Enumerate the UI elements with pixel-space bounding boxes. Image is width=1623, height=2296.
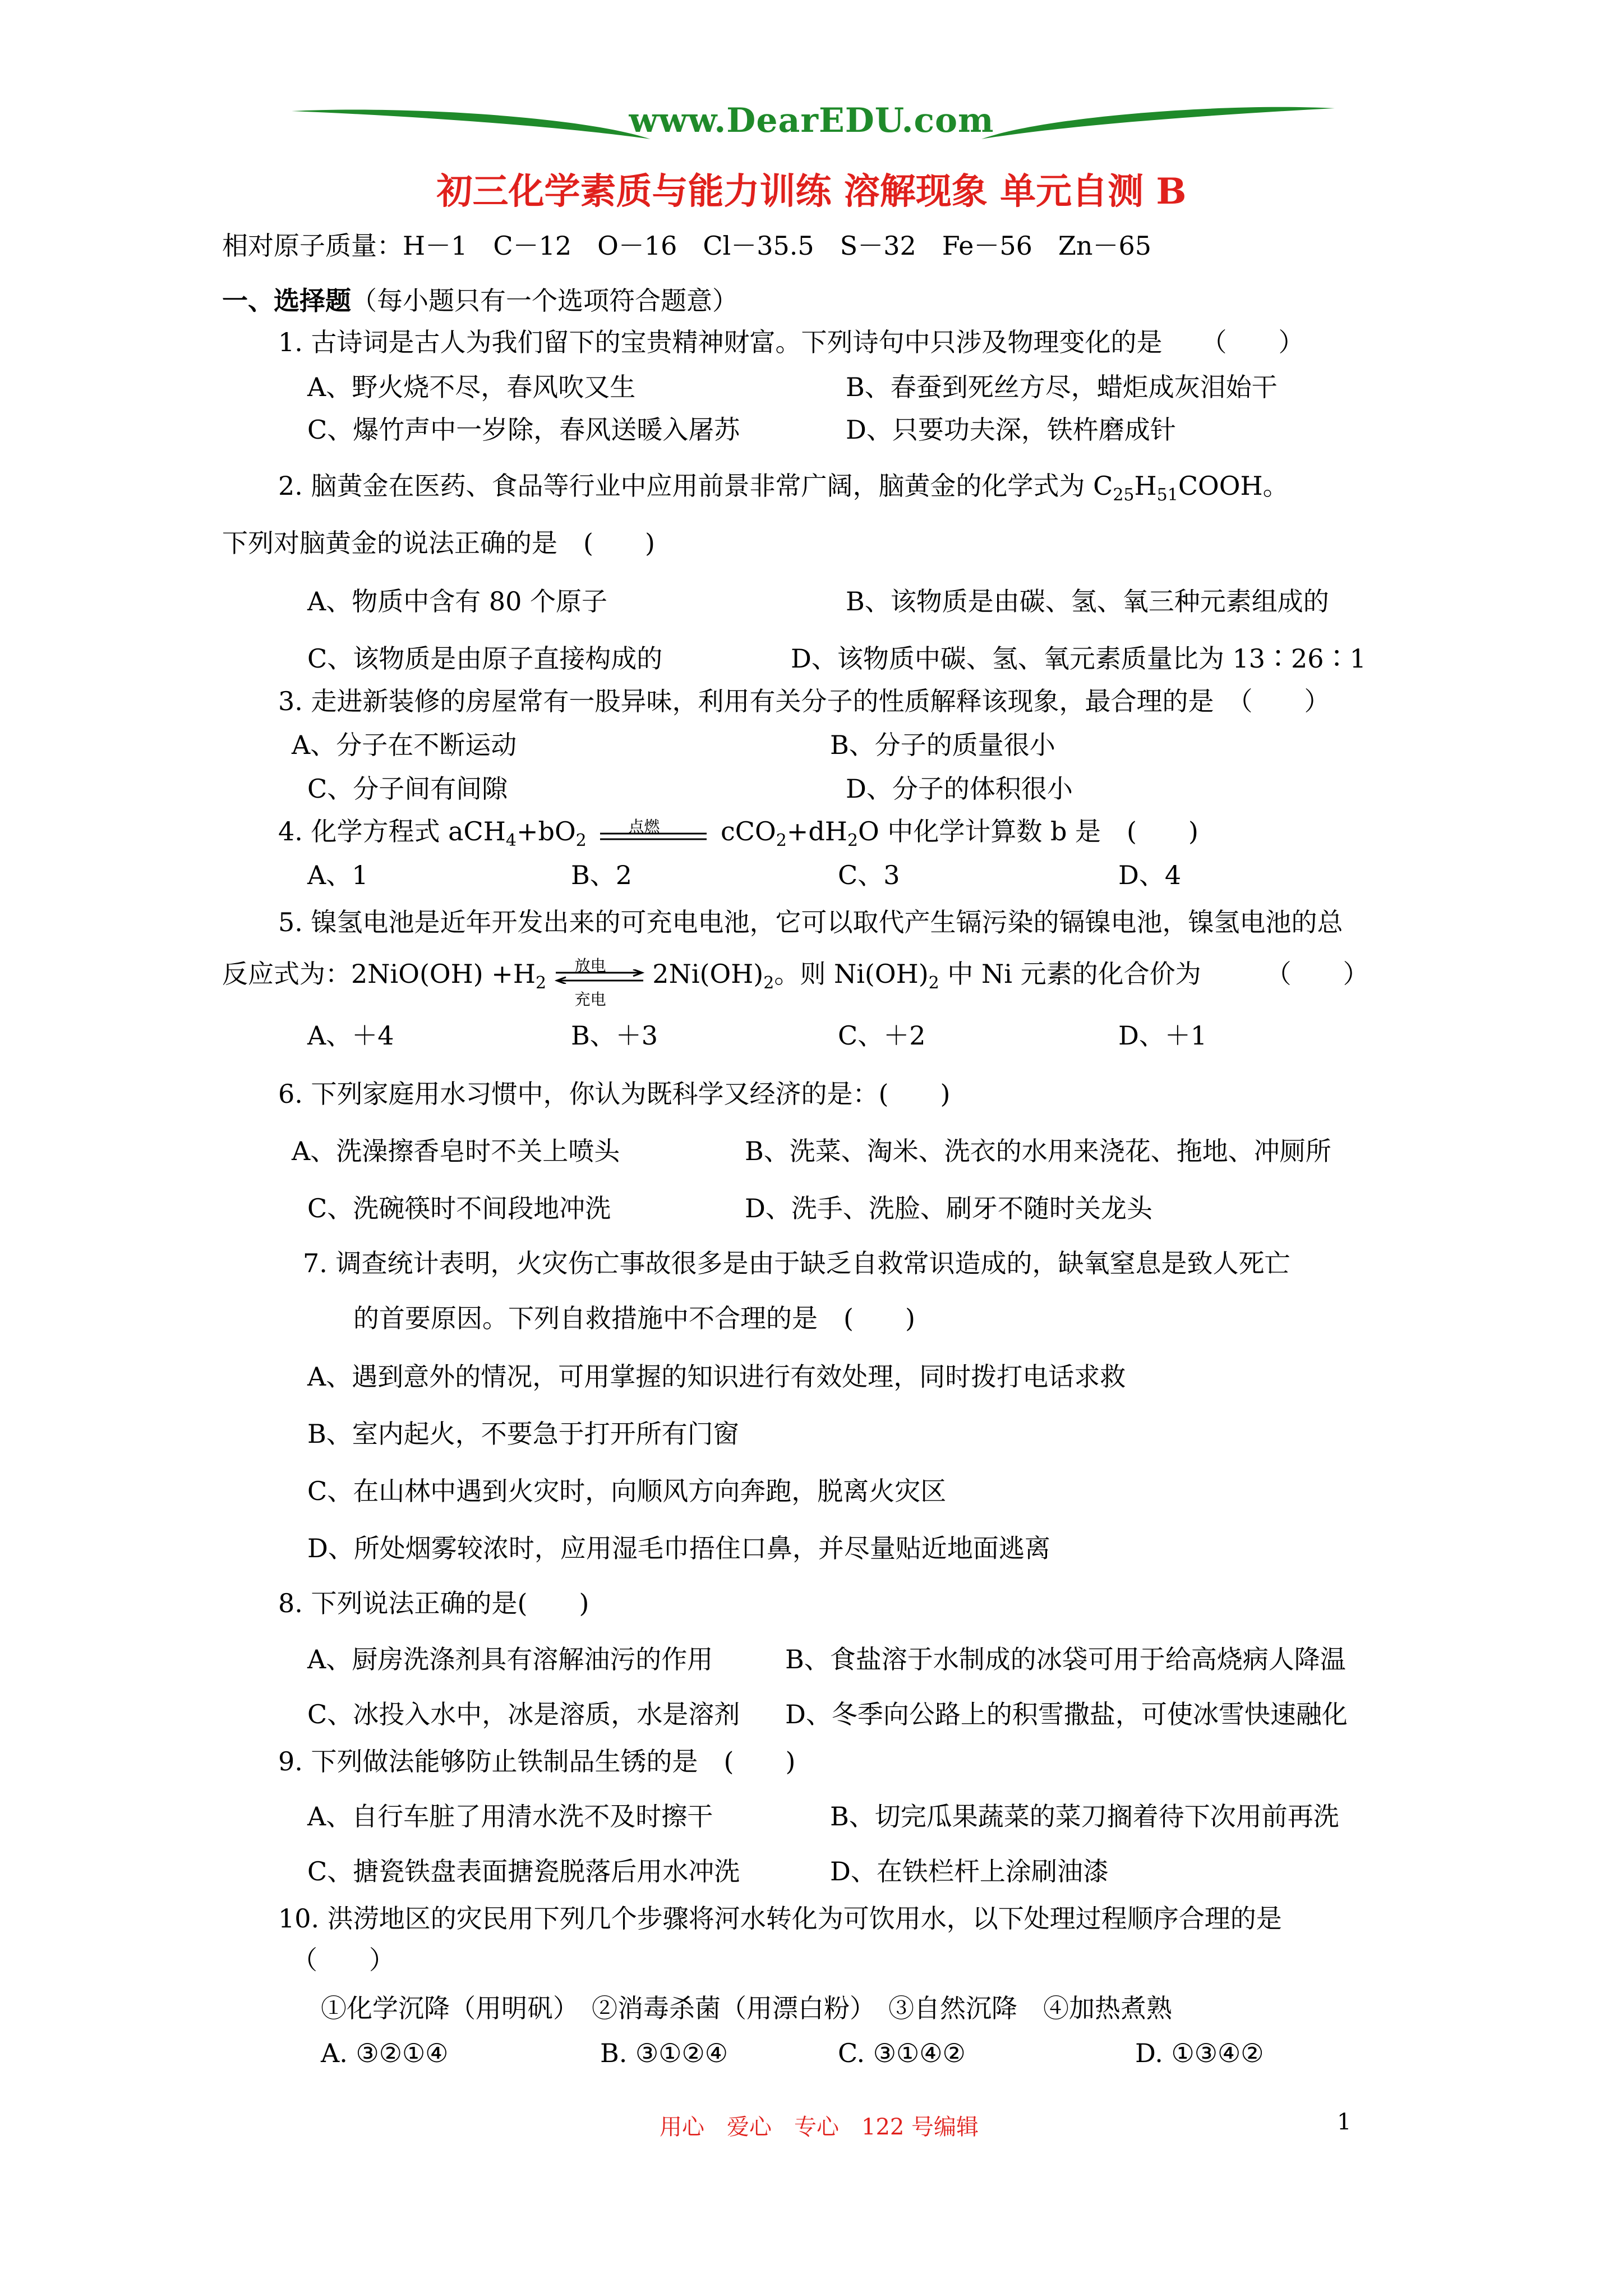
q8-option-c: C、冰投入水中，冰是溶质，水是溶剂 xyxy=(307,1699,740,1729)
q2-stem2: 下列对脑黄金的说法正确的是 ( ) xyxy=(222,528,655,558)
q2-option-d: D、该物质中碳、氢、氧元素质量比为 13∶26∶1 xyxy=(791,643,1366,674)
q6-option-c: C、洗碗筷时不间段地冲洗 xyxy=(307,1193,611,1223)
condition-label: 点燃 xyxy=(628,817,660,836)
q9-option-b: B、切完瓜果蔬菜的菜刀搁着待下次用前再洗 xyxy=(830,1801,1339,1832)
q5-option-a: A、＋4 xyxy=(307,1020,394,1051)
q1-stem: 1. 古诗词是古人为我们留下的宝贵精神财富。下列诗句中只涉及物理变化的是 （ ） xyxy=(278,327,1304,357)
q2-stem xyxy=(278,469,1289,503)
q5-eq-tail: 。则 Ni(OH) xyxy=(774,959,929,989)
q8-option-d: D、冬季向公路上的积雪撒盐，可使冰雪快速融化 xyxy=(785,1699,1348,1729)
q5-eq-post: 2Ni(OH) xyxy=(652,959,764,989)
q6-option-d: D、洗手、洗脸、刷牙不随时关龙头 xyxy=(745,1193,1152,1223)
q9-option-c: C、搪瓷铁盘表面搪瓷脱落后用水冲洗 xyxy=(307,1856,740,1887)
q5-sub3: 2 xyxy=(928,973,939,993)
q3-option-a: A、分子在不断运动 xyxy=(292,730,517,760)
q3-option-d: D、分子的体积很小 xyxy=(846,774,1073,804)
q2-sub2: 51 xyxy=(1156,485,1178,505)
q7-option-b: B、室内起火，不要急于打开所有门窗 xyxy=(307,1419,739,1449)
q1-option-b: B、春蚕到死丝方尽，蜡炬成灰泪始干 xyxy=(846,372,1278,402)
q2-option-c: C、该物质是由原子直接构成的 xyxy=(307,643,663,674)
q4-option-a: A、1 xyxy=(307,860,368,890)
q4-stem xyxy=(278,815,1198,848)
q6-stem: 6. 下列家庭用水习惯中，你认为既科学又经济的是：( ) xyxy=(278,1079,951,1109)
q4-sub1: 4 xyxy=(505,831,517,850)
q10-option-c: C. ③①④② xyxy=(838,2038,966,2068)
page-title: 初三化学素质与能力训练 溶解现象 单元自测 B xyxy=(436,171,1187,213)
q5-sub2: 2 xyxy=(763,973,774,993)
q1-option-a: A、野火烧不尽，春风吹又生 xyxy=(307,372,636,402)
section-heading xyxy=(222,284,738,318)
q5-stem: 5. 镍氢电池是近年开发出来的可充电电池，它可以取代产生镉污染的镉镍电池，镍氢电池的总 xyxy=(278,907,1343,937)
section-note: （每小题只有一个选项符合题意） xyxy=(351,286,738,316)
page-number: 1 xyxy=(1337,2109,1352,2135)
q2-tail: COOH。 xyxy=(1178,471,1289,501)
q4-pre: 4. 化学方程式 aCH xyxy=(278,816,506,846)
section-title: 一、选择题 xyxy=(222,286,351,316)
reversible-arrow-icon xyxy=(555,969,644,984)
q8-option-a: A、厨房洗涤剂具有溶解油污的作用 xyxy=(307,1644,713,1674)
q5-option-d: D、＋1 xyxy=(1118,1020,1207,1051)
q2-option-b: B、该物质是由碳、氢、氧三种元素组成的 xyxy=(846,586,1329,616)
discharge-label: 放电 xyxy=(574,956,606,975)
q4-option-c: C、3 xyxy=(838,860,900,890)
q4-mid: +bO xyxy=(516,816,576,846)
q8-option-b: B、食盐溶于水制成的冰袋可用于给高烧病人降温 xyxy=(785,1644,1346,1674)
q2-stem-text: 2. 脑黄金在医药、食品等行业中应用前景非常广阔，脑黄金的化学式为 C xyxy=(278,471,1113,501)
q7-option-a: A、遇到意外的情况，可用掌握的知识进行有效处理，同时拨打电话求救 xyxy=(307,1361,1126,1392)
q5-eq-pre: 反应式为：2NiO(OH) +H xyxy=(222,959,536,989)
reaction-condition xyxy=(594,815,712,848)
q9-stem: 9. 下列做法能够防止铁制品生锈的是 ( ) xyxy=(278,1746,796,1777)
q5-eq-end: 中 Ni 元素的化合价为 （ ） xyxy=(939,959,1369,989)
q2-sub1: 25 xyxy=(1113,485,1135,505)
site-url: www.DearEDU.com xyxy=(629,101,994,140)
q4-option-b: B、2 xyxy=(571,860,633,890)
reversible-arrow xyxy=(555,956,644,1009)
q4-sub4: 2 xyxy=(847,831,858,850)
q9-option-d: D、在铁栏杆上涂刷油漆 xyxy=(830,1856,1109,1887)
q7-stem2: 的首要原因。下列自救措施中不合理的是 ( ) xyxy=(353,1303,915,1333)
q10-steps: ①化学沉降（用明矾） ②消毒杀菌（用漂白粉） ③自然沉降 ④加热煮熟 xyxy=(321,1993,1172,2023)
q1-option-d: D、只要功夫深，铁杵磨成针 xyxy=(846,415,1176,445)
q5-equation xyxy=(222,956,1369,1009)
q10-paren: （ ） xyxy=(292,1945,395,1975)
q4-option-d: D、4 xyxy=(1118,860,1182,890)
q7-option-d: D、所处烟雾较浓时，应用湿毛巾捂住口鼻，并尽量贴近地面逃离 xyxy=(307,1533,1050,1563)
q3-option-c: C、分子间有间隙 xyxy=(307,774,508,804)
q1-option-c: C、爆竹声中一岁除，春风送暖入屠苏 xyxy=(307,415,740,445)
q5-option-c: C、＋2 xyxy=(838,1020,926,1051)
q3-option-b: B、分子的质量很小 xyxy=(830,730,1055,760)
atomic-masses: 相对原子质量：H－1 C－12 O－16 Cl－35.5 S－32 Fe－56 Zn－65 xyxy=(222,231,1152,261)
q6-option-a: A、洗澡擦香皂时不关上喷头 xyxy=(292,1136,620,1166)
q5-option-b: B、＋3 xyxy=(571,1020,658,1051)
q8-stem: 8. 下列说法正确的是( ) xyxy=(278,1588,589,1618)
q7-option-c: C、在山林中遇到火灾时，向顺风方向奔跑，脱离火灾区 xyxy=(307,1476,947,1506)
q10-option-b: B. ③①②④ xyxy=(600,2038,728,2068)
footer-text: 用心 爱心 专心 122 号编辑 xyxy=(660,2114,979,2140)
q9-option-a: A、自行车脏了用清水洗不及时擦干 xyxy=(307,1801,713,1832)
q4-post3: O 中化学计算数 b 是 ( ) xyxy=(857,816,1198,846)
q7-stem: 7. 调查统计表明，火灾伤亡事故很多是由于缺乏自救常识造成的，缺氧窒息是致人死亡 xyxy=(303,1248,1290,1278)
q10-option-a: A. ③②①④ xyxy=(321,2038,449,2068)
q3-stem: 3. 走进新装修的房屋常有一股异味，利用有关分子的性质解释该现象，最合理的是 （ ） xyxy=(278,686,1330,716)
q4-post1: cCO xyxy=(721,816,776,846)
q2-option-a: A、物质中含有 80 个原子 xyxy=(307,586,607,616)
equals-arrow-icon xyxy=(600,831,707,843)
q4-sub2: 2 xyxy=(575,831,587,850)
q4-sub3: 2 xyxy=(776,831,787,850)
q10-option-d: D. ①③④② xyxy=(1135,2038,1264,2068)
q2-h: H xyxy=(1134,471,1157,501)
q4-post2: +dH xyxy=(786,816,847,846)
q5-sub1: 2 xyxy=(535,973,547,993)
q10-stem: 10. 洪涝地区的灾民用下列几个步骤将河水转化为可饮用水，以下处理过程顺序合理的是 xyxy=(278,1903,1282,1934)
charge-label: 充电 xyxy=(574,990,606,1009)
q6-option-b: B、洗菜、淘米、洗衣的水用来浇花、拖地、冲厕所 xyxy=(745,1136,1331,1166)
